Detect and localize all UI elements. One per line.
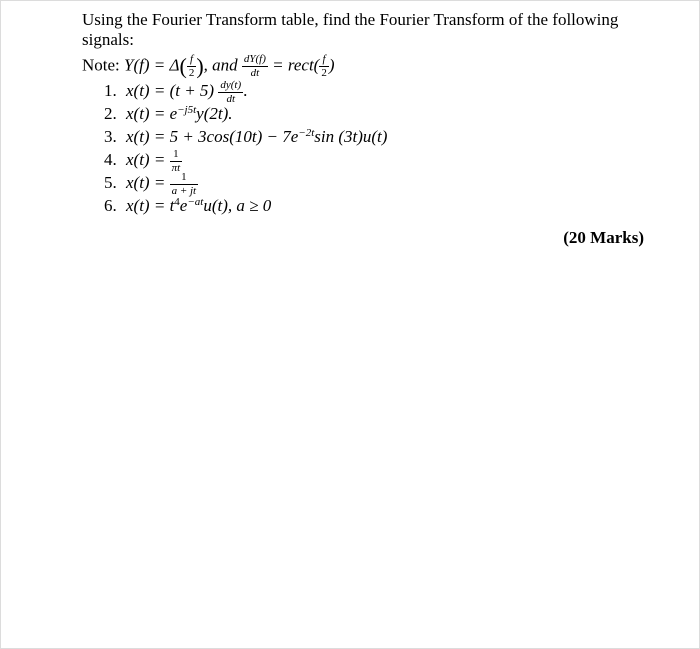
- exponent: 4: [174, 196, 180, 208]
- problem-expr: x(t) =: [126, 150, 170, 169]
- fraction-num: 1: [170, 149, 183, 162]
- problem-number: 4.: [104, 150, 117, 169]
- problem-6: [82, 194, 642, 217]
- dy-den: dt: [250, 67, 260, 79]
- rect-eq: = rect(: [272, 55, 320, 75]
- fraction-den: a + jt: [171, 184, 197, 197]
- problem-expr: x(t) = t: [126, 196, 175, 215]
- problem-expr: x(t) = e: [126, 104, 178, 123]
- rect-fraction: [319, 54, 329, 79]
- problem-list: [82, 79, 642, 217]
- and-word: , and: [203, 55, 238, 75]
- problem-mid: e: [179, 196, 188, 215]
- exponent: −2t: [298, 127, 315, 139]
- problem-tail: .: [243, 81, 248, 100]
- exponent: −j5t: [177, 104, 197, 116]
- rect-num: f: [319, 54, 329, 67]
- problem-tail: y(2t).: [196, 104, 233, 123]
- problem-tail: u(t), a ≥ 0: [203, 196, 272, 215]
- rect-close: ): [328, 55, 335, 75]
- problem-4: [82, 147, 642, 174]
- problem-5: [82, 170, 642, 197]
- derivative-fraction: [242, 54, 268, 79]
- fraction-num: dy(t): [220, 78, 242, 91]
- problem-number: 1.: [104, 81, 117, 100]
- paren-open: (: [179, 53, 187, 79]
- dy-num: dY(f): [243, 53, 266, 65]
- problem-number: 2.: [104, 104, 117, 123]
- exponent-2: −at: [187, 196, 204, 208]
- problem-tail: sin (3t)u(t): [314, 127, 388, 146]
- problem-3: [82, 125, 642, 148]
- problem-expr: x(t) = 5 + 3cos(10t) − 7e: [126, 127, 299, 146]
- tri-num: f: [187, 54, 197, 67]
- question-document: [82, 10, 642, 217]
- tri-fraction: [187, 54, 197, 79]
- problem-number: 6.: [104, 196, 117, 215]
- problem-number: 3.: [104, 127, 117, 146]
- problem-fraction: [218, 80, 243, 105]
- instructions-text: Using the Fourier Transform table, find the Fourier Transform of the following signals:: [82, 10, 619, 49]
- note-label: Note:: [82, 55, 120, 75]
- note-lhs: Y(f) = Δ: [124, 55, 180, 75]
- problem-expr: x(t) = (t + 5): [126, 81, 215, 100]
- problem-1: [82, 78, 642, 105]
- problem-2: [82, 102, 642, 125]
- problem-fraction: [170, 172, 199, 197]
- note-line: [82, 54, 642, 79]
- fraction-den: πt: [171, 161, 181, 174]
- fraction-den: dt: [226, 92, 235, 105]
- marks-label: (20 Marks): [563, 228, 644, 247]
- problem-number: 5.: [104, 173, 117, 192]
- problem-expr: x(t) =: [126, 173, 170, 192]
- tri-den: 2: [188, 67, 195, 79]
- paren-close: ): [196, 53, 204, 79]
- fraction-num: 1: [170, 172, 199, 185]
- problem-fraction: [170, 149, 183, 174]
- rect-den: 2: [321, 67, 327, 79]
